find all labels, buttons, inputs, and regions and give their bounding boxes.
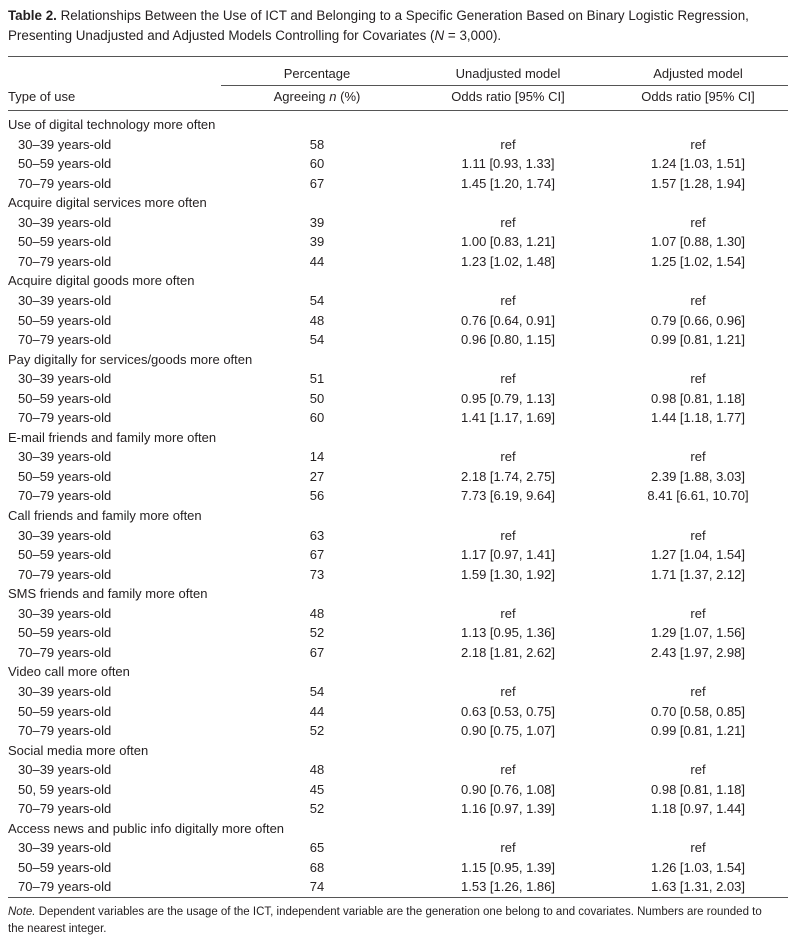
unadjusted-odds: 0.90 [0.75, 1.07] — [461, 723, 555, 739]
adjusted-odds: 1.44 [1.18, 1.77] — [651, 410, 745, 426]
age-group: 50–59 years-old — [18, 468, 112, 484]
unadjusted-odds: ref — [500, 136, 516, 152]
percentage-agreeing: 52 — [309, 801, 325, 817]
table-row — [0, 623, 796, 643]
note-text: Dependent variables are the usage of the ICT, independent variable are the generation one belong to and covariates. Numbers are rounded to the nearest integer. — [8, 906, 762, 935]
unadjusted-odds: 1.16 [0.97, 1.39] — [461, 801, 555, 817]
table-note — [8, 904, 768, 938]
group-label: Access news and public info digitally more often — [8, 820, 285, 836]
unadjusted-odds: 1.45 [1.20, 1.74] — [461, 175, 555, 191]
group-row — [0, 428, 796, 448]
table-row — [0, 213, 796, 233]
adjusted-odds: ref — [690, 136, 706, 152]
percentage-agreeing: 48 — [309, 312, 325, 328]
unadjusted-odds: ref — [500, 840, 516, 856]
table-row — [0, 526, 796, 546]
adjusted-odds: ref — [690, 762, 706, 778]
age-group: 30–39 years-old — [18, 683, 112, 699]
unadjusted-odds: ref — [500, 605, 516, 621]
percentage-agreeing: 60 — [309, 410, 325, 426]
header-adjusted: Adjusted model — [653, 66, 743, 81]
age-group: 50–59 years-old — [18, 234, 112, 250]
percentage-agreeing: 54 — [309, 332, 325, 348]
top-rule — [8, 56, 788, 57]
percentage-agreeing: 45 — [309, 781, 325, 797]
agreeing-n: n — [329, 89, 337, 104]
group-row — [0, 819, 796, 839]
adjusted-odds: 0.70 [0.58, 0.85] — [651, 703, 745, 719]
age-group: 70–79 years-old — [18, 488, 112, 504]
adjusted-odds: ref — [690, 214, 706, 230]
age-group: 70–79 years-old — [18, 801, 112, 817]
table-label: Table 2. — [8, 8, 57, 23]
age-group: 50–59 years-old — [18, 156, 112, 172]
table-row — [0, 135, 796, 155]
age-group: 70–79 years-old — [18, 332, 112, 348]
percentage-agreeing: 52 — [309, 723, 325, 739]
table-row — [0, 682, 796, 702]
unadjusted-odds: 1.23 [1.02, 1.48] — [461, 253, 555, 269]
table-row — [0, 565, 796, 585]
adjusted-odds: 1.07 [0.88, 1.30] — [651, 234, 745, 250]
group-row — [0, 506, 796, 526]
table-caption — [8, 6, 788, 46]
adjusted-odds: ref — [690, 292, 706, 308]
percentage-agreeing: 63 — [309, 527, 325, 543]
table-row — [0, 721, 796, 741]
group-label: Acquire digital goods more often — [8, 273, 195, 289]
age-group: 30–39 years-old — [18, 840, 112, 856]
table-row — [0, 408, 796, 428]
caption-text: Relationships Between the Use of ICT and Belonging to a Specific Generation Based on Binary Logistic Regression, Presenting Unadjusted and Adjusted Models Controlling for Covariates ( — [8, 8, 749, 43]
group-row — [0, 662, 796, 682]
adjusted-odds: 0.98 [0.81, 1.18] — [651, 781, 745, 797]
header-unadjusted: Unadjusted model — [455, 66, 561, 81]
header-bottom-rule — [8, 110, 788, 111]
group-row — [0, 584, 796, 604]
unadjusted-odds: 0.63 [0.53, 0.75] — [461, 703, 555, 719]
adjusted-odds: 1.57 [1.28, 1.94] — [651, 175, 745, 191]
age-group: 70–79 years-old — [18, 879, 112, 895]
adjusted-odds: ref — [690, 371, 706, 387]
age-group: 50–59 years-old — [18, 547, 112, 563]
bottom-rule — [8, 897, 788, 898]
adjusted-odds: 0.99 [0.81, 1.21] — [651, 332, 745, 348]
table-row — [0, 232, 796, 252]
group-label: Use of digital technology more often — [8, 117, 216, 132]
age-group: 50, 59 years-old — [18, 781, 112, 797]
age-group: 30–39 years-old — [18, 214, 112, 230]
unadjusted-odds: ref — [500, 762, 516, 778]
age-group: 30–39 years-old — [18, 292, 112, 308]
percentage-agreeing: 54 — [309, 683, 325, 699]
header-type-of-use: Type of use — [8, 89, 76, 104]
table-row — [0, 154, 796, 174]
table-row — [0, 330, 796, 350]
percentage-agreeing: 67 — [309, 644, 325, 660]
age-group: 70–79 years-old — [18, 723, 112, 739]
age-group: 70–79 years-old — [18, 410, 112, 426]
adjusted-odds: 0.98 [0.81, 1.18] — [651, 390, 745, 406]
unadjusted-odds: ref — [500, 292, 516, 308]
header-percentage: Percentage — [283, 66, 351, 81]
header-odds-adjusted: Odds ratio [95% CI] — [641, 89, 755, 104]
percentage-agreeing: 51 — [309, 371, 325, 387]
unadjusted-odds: ref — [500, 214, 516, 230]
age-group: 50–59 years-old — [18, 625, 112, 641]
header-odds-unadjusted: Odds ratio [95% CI] — [451, 89, 565, 104]
adjusted-odds: 0.79 [0.66, 0.96] — [651, 312, 745, 328]
adjusted-odds: 1.63 [1.31, 2.03] — [651, 879, 745, 895]
age-group: 30–39 years-old — [18, 605, 112, 621]
percentage-agreeing: 48 — [309, 605, 325, 621]
adjusted-odds: 8.41 [6.61, 10.70] — [647, 488, 749, 504]
adjusted-odds: 1.24 [1.03, 1.51] — [651, 156, 745, 172]
percentage-agreeing: 27 — [309, 468, 325, 484]
caption-text-end: = 3,000). — [444, 28, 502, 43]
age-group: 30–39 years-old — [18, 527, 112, 543]
unadjusted-odds: 1.53 [1.26, 1.86] — [461, 879, 555, 895]
group-row — [0, 741, 796, 761]
age-group: 50–59 years-old — [18, 859, 112, 875]
table-row — [0, 780, 796, 800]
percentage-agreeing: 67 — [309, 547, 325, 563]
group-row — [0, 350, 796, 370]
adjusted-odds: 1.29 [1.07, 1.56] — [651, 625, 745, 641]
table-row — [0, 447, 796, 467]
table-row — [0, 838, 796, 858]
age-group: 50–59 years-old — [18, 312, 112, 328]
unadjusted-odds: 1.00 [0.83, 1.21] — [461, 234, 555, 250]
percentage-agreeing: 39 — [309, 214, 325, 230]
header-partial-rule — [221, 85, 788, 86]
age-group: 30–39 years-old — [18, 136, 112, 152]
table-row — [0, 545, 796, 565]
percentage-agreeing: 65 — [309, 840, 325, 856]
unadjusted-odds: ref — [500, 527, 516, 543]
adjusted-odds: ref — [690, 840, 706, 856]
age-group: 70–79 years-old — [18, 644, 112, 660]
age-group: 50–59 years-old — [18, 390, 112, 406]
table-row — [0, 311, 796, 331]
group-label: SMS friends and family more often — [8, 586, 208, 602]
unadjusted-odds: 0.90 [0.76, 1.08] — [461, 781, 555, 797]
percentage-agreeing: 14 — [309, 449, 325, 465]
table-row — [0, 643, 796, 663]
adjusted-odds: 1.27 [1.04, 1.54] — [651, 547, 745, 563]
group-label: Social media more often — [8, 742, 149, 758]
table-row — [0, 369, 796, 389]
group-label: Video call more often — [8, 664, 130, 680]
unadjusted-odds: 1.59 [1.30, 1.92] — [461, 566, 555, 582]
table-row — [0, 291, 796, 311]
percentage-agreeing: 44 — [309, 703, 325, 719]
table-row — [0, 174, 796, 194]
age-group: 70–79 years-old — [18, 253, 112, 269]
group-row — [0, 193, 796, 213]
percentage-agreeing: 44 — [309, 253, 325, 269]
group-row — [0, 271, 796, 291]
percentage-agreeing: 68 — [309, 859, 325, 875]
adjusted-odds: 1.71 [1.37, 2.12] — [651, 566, 745, 582]
unadjusted-odds: 0.96 [0.80, 1.15] — [461, 332, 555, 348]
percentage-agreeing: 60 — [309, 156, 325, 172]
percentage-agreeing: 58 — [309, 136, 325, 152]
unadjusted-odds: 1.17 [0.97, 1.41] — [461, 547, 555, 563]
percentage-agreeing: 73 — [309, 566, 325, 582]
group-row — [0, 115, 796, 135]
unadjusted-odds: 1.15 [0.95, 1.39] — [461, 859, 555, 875]
table-row — [0, 877, 796, 897]
age-group: 30–39 years-old — [18, 449, 112, 465]
table-row — [0, 760, 796, 780]
unadjusted-odds: ref — [500, 449, 516, 465]
age-group: 30–39 years-old — [18, 762, 112, 778]
group-label: Call friends and family more often — [8, 508, 202, 523]
group-label: Pay digitally for services/goods more often — [8, 351, 253, 367]
agreeing-suffix: (%) — [336, 89, 361, 104]
unadjusted-odds: ref — [500, 683, 516, 699]
age-group: 70–79 years-old — [18, 566, 112, 582]
age-group: 30–39 years-old — [18, 371, 112, 387]
unadjusted-odds: 2.18 [1.81, 2.62] — [461, 644, 555, 660]
age-group: 50–59 years-old — [18, 703, 112, 719]
table-row — [0, 604, 796, 624]
unadjusted-odds: 0.76 [0.64, 0.91] — [461, 312, 555, 328]
unadjusted-odds: 1.13 [0.95, 1.36] — [461, 625, 555, 641]
adjusted-odds: 0.99 [0.81, 1.21] — [651, 723, 745, 739]
percentage-agreeing: 74 — [309, 879, 325, 895]
percentage-agreeing: 67 — [309, 175, 325, 191]
adjusted-odds: 2.39 [1.88, 3.03] — [651, 468, 745, 484]
table-row — [0, 467, 796, 487]
unadjusted-odds: 1.41 [1.17, 1.69] — [461, 410, 555, 426]
percentage-agreeing: 52 — [309, 625, 325, 641]
percentage-agreeing: 39 — [309, 234, 325, 250]
percentage-agreeing: 50 — [309, 390, 325, 406]
percentage-agreeing: 54 — [309, 292, 325, 308]
table-row — [0, 486, 796, 506]
unadjusted-odds: 1.11 [0.93, 1.33] — [461, 156, 555, 172]
unadjusted-odds: ref — [500, 371, 516, 387]
percentage-agreeing: 56 — [309, 488, 325, 504]
unadjusted-odds: 7.73 [6.19, 9.64] — [461, 488, 555, 504]
table-row — [0, 702, 796, 722]
table-row — [0, 389, 796, 409]
age-group: 70–79 years-old — [18, 175, 112, 191]
adjusted-odds: 2.43 [1.97, 2.98] — [651, 644, 745, 660]
unadjusted-odds: 0.95 [0.79, 1.13] — [461, 390, 555, 406]
table-row — [0, 799, 796, 819]
adjusted-odds: ref — [690, 527, 706, 543]
header-agreeing — [227, 89, 407, 104]
adjusted-odds: ref — [690, 683, 706, 699]
caption-n: N — [434, 28, 445, 43]
adjusted-odds: 1.25 [1.02, 1.54] — [651, 253, 745, 269]
table-row — [0, 858, 796, 878]
adjusted-odds: 1.18 [0.97, 1.44] — [651, 801, 745, 817]
unadjusted-odds: 2.18 [1.74, 2.75] — [461, 468, 555, 484]
percentage-agreeing: 48 — [309, 762, 325, 778]
group-label: E-mail friends and family more often — [8, 429, 217, 445]
table-row — [0, 252, 796, 272]
agreeing-label: Agreeing — [273, 89, 330, 104]
adjusted-odds: 1.26 [1.03, 1.54] — [651, 859, 745, 875]
note-label: Note. — [8, 906, 36, 918]
adjusted-odds: ref — [690, 449, 706, 465]
group-label: Acquire digital services more often — [8, 195, 207, 211]
adjusted-odds: ref — [690, 605, 706, 621]
